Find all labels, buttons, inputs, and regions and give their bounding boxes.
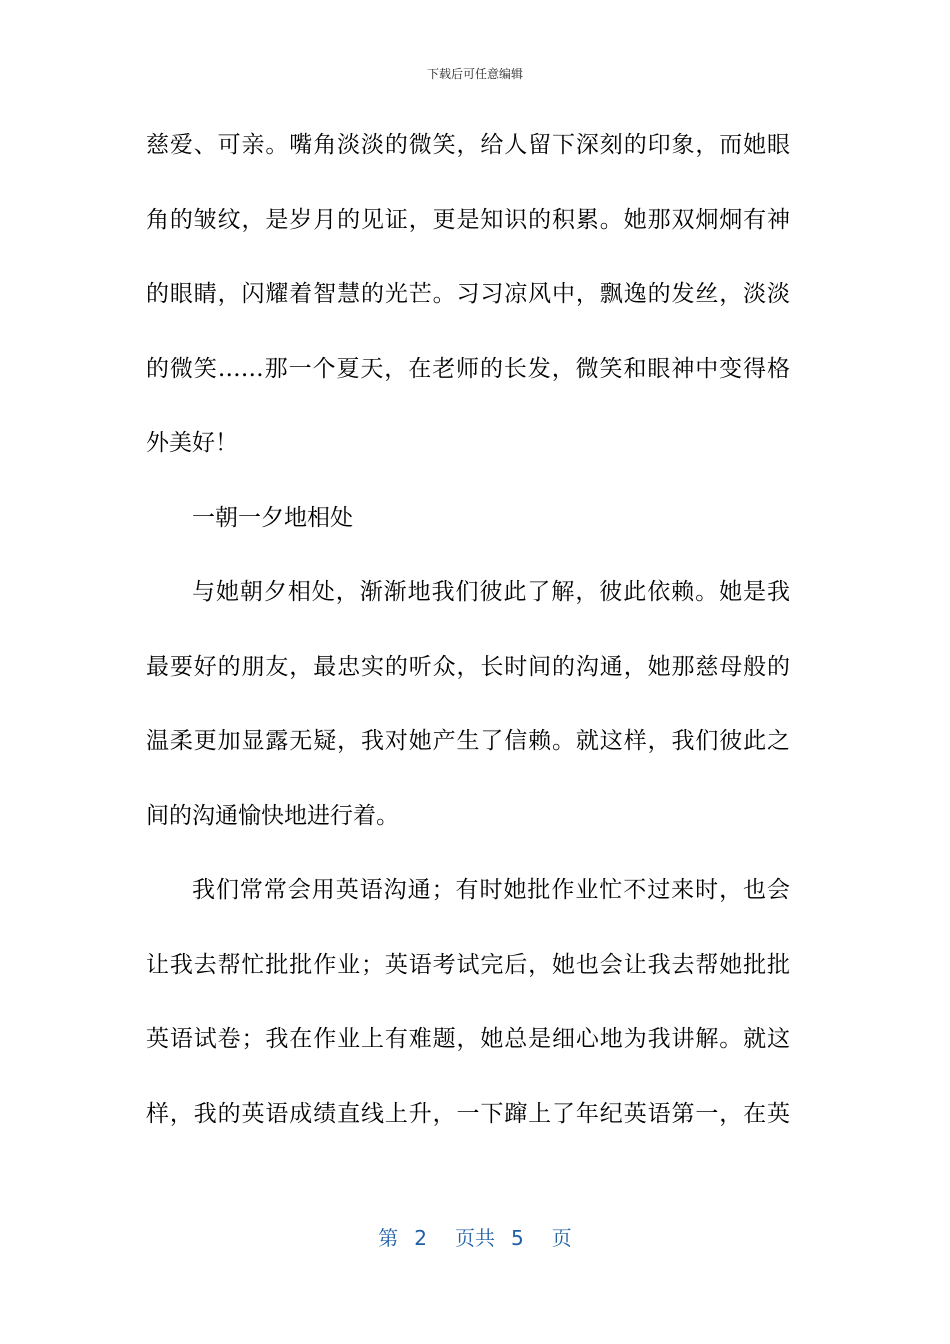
text-line: 间的沟通愉快地进行着。 (146, 802, 399, 829)
footer-middle: 页共 (455, 1226, 495, 1250)
text-line: 慈爱、可亲。嘴角淡淡的微笑，给人留下深刻的印象，而她眼 (146, 132, 790, 158)
text-line: 的眼睛，闪耀着智慧的光芒。习习凉风中，飘逸的发丝，淡淡 (146, 281, 790, 307)
text-line: 让我去帮忙批批作业；英语考试完后，她也会让我去帮她批批 (146, 951, 790, 978)
section-heading: 一朝一夕地相处 (192, 504, 353, 531)
text-line: 样，我的英语成绩直线上升，一下蹿上了年纪英语第一，在英 (146, 1100, 790, 1127)
total-pages-number: 5 (511, 1226, 524, 1250)
footer-suffix: 页 (551, 1226, 572, 1250)
text-line: 英语试卷；我在作业上有难题，她总是细心地为我讲解。就这 (146, 1026, 790, 1052)
text-line: 最要好的朋友，最忠实的听众，长时间的沟通，她那慈母般的 (146, 653, 790, 680)
text-line: 外美好！ (146, 430, 238, 456)
current-page-number: 2 (414, 1226, 427, 1250)
text-line: 的微笑……那一个夏天，在老师的长发，微笑和眼神中变得格 (146, 355, 790, 382)
page-number-footer (0, 1224, 950, 1252)
footer-prefix: 第 (378, 1226, 399, 1250)
page-header: 下载后可任意编辑 (426, 67, 523, 81)
text-line: 我们常常会用英语沟通；有时她批作业忙不过来时，也会 (192, 877, 790, 903)
text-line: 与她朝夕相处，渐渐地我们彼此了解，彼此依赖。她是我 (192, 579, 790, 605)
text-line: 温柔更加显露无疑，我对她产生了信赖。就这样，我们彼此之 (146, 728, 790, 754)
document-body (146, 120, 790, 1163)
text-line: 角的皱纹，是岁月的见证，更是知识的积累。她那双炯炯有神 (146, 206, 790, 233)
